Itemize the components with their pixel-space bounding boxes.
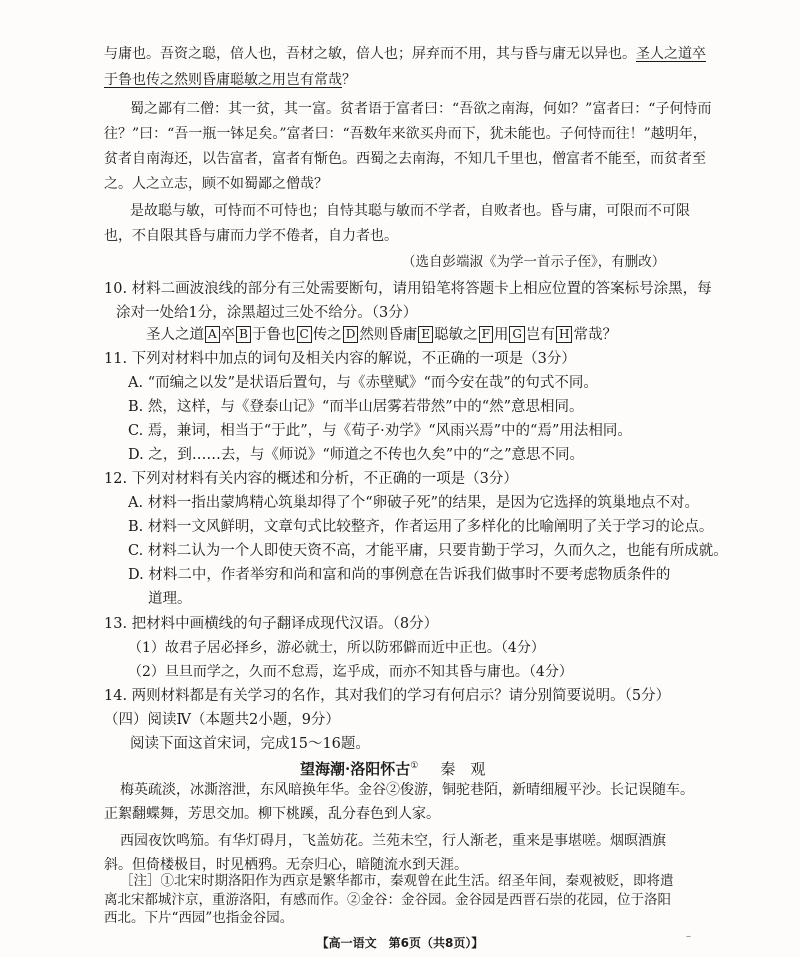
question-12-option-d: 道理。 [148, 591, 192, 607]
question-12-option-d: D. 材料二中，作者举穷和尚和富和尚的事例意在告诉我们做事时不要考虑物质条件的 [128, 567, 671, 583]
question-12-option-b: B. 材料一文风鲜明，文章句式比较整齐，作者运用了多样化的比喻阐明了关于学习的论点。 [128, 519, 714, 535]
page-footer: 【高一语文 第6页（共8页）】 [316, 936, 484, 950]
poem-note: ［注］①北宋时期洛阳作为西京是繁华都市，秦观曾在此生活。绍圣年间，秦观被贬，即将遣 [120, 873, 674, 889]
option-box-e[interactable]: E [418, 326, 433, 343]
question-12-option-a: A. 材料一指出蒙鸠精心筑巢却得了个“卵破子死”的结果，是因为它选择的筑巢地点不对。 [128, 495, 700, 511]
question-14-stem: 14. 两则材料都是有关学习的名作，其对我们的学习有何启示？请分别简要说明。（5分） [104, 688, 671, 704]
question-13-stem: 13. 把材料中画横线的句子翻译成现代汉语。（8分） [104, 616, 439, 632]
section-intro: 阅读下面这首宋词，完成15～16题。 [130, 736, 370, 752]
question-10-sentence: 圣人之道 A 卒 B 于鲁也 C 传之 D 然则昏庸 E 聪敏之 F 用 G 岂有 H 常哉？ [146, 327, 617, 343]
passage-line: 往？”曰：“吾一瓶一钵足矣。”富者曰：“吾数年来欲买舟而下，犹未能也。子何恃而往！”越明年， [104, 126, 707, 142]
option-box-g[interactable]: G [509, 326, 525, 343]
poem-line: 正絮翻蝶舞，芳思交加。柳下桃蹊，乱分春色到人家。 [104, 806, 440, 822]
underlined-sentence: 于鲁也传之然则昏庸聪敏之用岂有常哉 [104, 72, 342, 88]
passage-line: 之。人之立志，顾不如蜀鄙之僧哉？ [104, 176, 328, 192]
option-box-d[interactable]: D [343, 326, 359, 343]
poem-line: 梅英疏淡，冰澌溶泄，东风暗换年华。金谷②俊游，铜驼巷陌，新晴细履平沙。长记误随车。 [120, 782, 694, 798]
option-box-c[interactable]: C [297, 326, 312, 343]
question-12-stem: 12. 下列对材料有关内容的概述和分析，不正确的一项是（3分） [104, 471, 518, 487]
poem-note: 西北。下片“西园”也指金谷园。 [104, 910, 294, 926]
question-10-stem: 涂对一处给1分，涂黑超过三处不给分。（3分） [116, 305, 418, 321]
source-citation: （选自彭端淑《为学一首示子侄》，有删改） [402, 254, 666, 270]
question-13-sentence-2: （2）旦旦而学之，久而不怠焉，迄乎成，而亦不知其昏与庸也。（4分） [128, 664, 573, 680]
poem-title: 望海潮·洛阳怀古① 秦 观 [300, 760, 486, 778]
passage-line: 是故聪与敏，可恃而不可恃也；自恃其聪与敏而不学者，自败者也。昏与庸，可限而不可限 [130, 203, 690, 219]
passage-line [104, 69, 356, 91]
scan-mark: – [686, 931, 691, 942]
question-12-option-c: C. 材料二认为一个人即使天资不高，才能平庸，只要肯勤于学习，久而久之，也能有所成就。 [128, 543, 728, 559]
option-box-a[interactable]: A [205, 326, 220, 343]
passage-text: 与庸也。吾资之聪，倍人也，吾材之敏，倍人也；屏弃而不用，其与昏与庸无以异也。 [104, 46, 636, 62]
question-11-option-c: C. 焉，兼词，相当于“于此”，与《荀子·劝学》“风雨兴焉”中的“焉”用法相同。 [128, 423, 632, 439]
question-10-stem: 10. 材料二画波浪线的部分有三处需要断句，请用铅笔将答题卡上相应位置的答案标号涂黑，每 [104, 281, 712, 297]
passage-text: ？ [342, 72, 356, 88]
passage-line [104, 43, 706, 65]
poem-author: 秦 观 [440, 760, 486, 778]
option-box-h[interactable]: H [556, 326, 572, 343]
question-11-stem: 11. 下列对材料中加点的词句及相关内容的解说，不正确的一项是（3分） [104, 351, 576, 367]
underlined-sentence: 圣人之道卒 [636, 46, 706, 62]
option-box-f[interactable]: F [479, 326, 493, 343]
section-heading: （四）阅读Ⅳ（本题共2小题，9分） [104, 712, 340, 728]
passage-line: 贫者自南海还，以告富者，富者有惭色。西蜀之去南海，不知几千里也，僧富者不能至，而贫者至 [104, 151, 706, 167]
passage-line: 蜀之鄙有二僧：其一贫，其一富。贫者语于富者曰：“吾欲之南海，何如？”富者曰：“子何恃而 [130, 101, 712, 117]
question-11-option-a: A. “而编之以发”是状语后置句，与《赤壁赋》“而今安在哉”的句式不同。 [128, 375, 598, 391]
question-11-option-d: D. 之，到……去，与《师说》“师道之不传也久矣”中的“之”意思不同。 [128, 447, 584, 463]
question-13-sentence-1: （1）故君子居必择乡，游必就士，所以防邪僻而近中正也。（4分） [128, 640, 545, 656]
poem-note: 离北宋都城汴京，重游洛阳，有感而作。②金谷：金谷园。金谷园是西晋石崇的花园，位于洛阳 [104, 892, 671, 908]
poem-line: 斜。但倚楼极目，时见栖鸦。无奈归心，暗随流水到天涯。 [104, 857, 468, 873]
question-11-option-b: B. 然，这样，与《登泰山记》“而半山居雾若带然”中的“然”意思相同。 [128, 399, 584, 415]
option-box-b[interactable]: B [236, 326, 251, 343]
poem-line: 西园夜饮鸣笳。有华灯碍月，飞盖妨花。兰苑未空，行人渐老，重来是事堪嗟。烟暝酒旗 [120, 833, 666, 849]
passage-line: 也，不自限其昏与庸而力学不倦者，自力者也。 [104, 228, 398, 244]
